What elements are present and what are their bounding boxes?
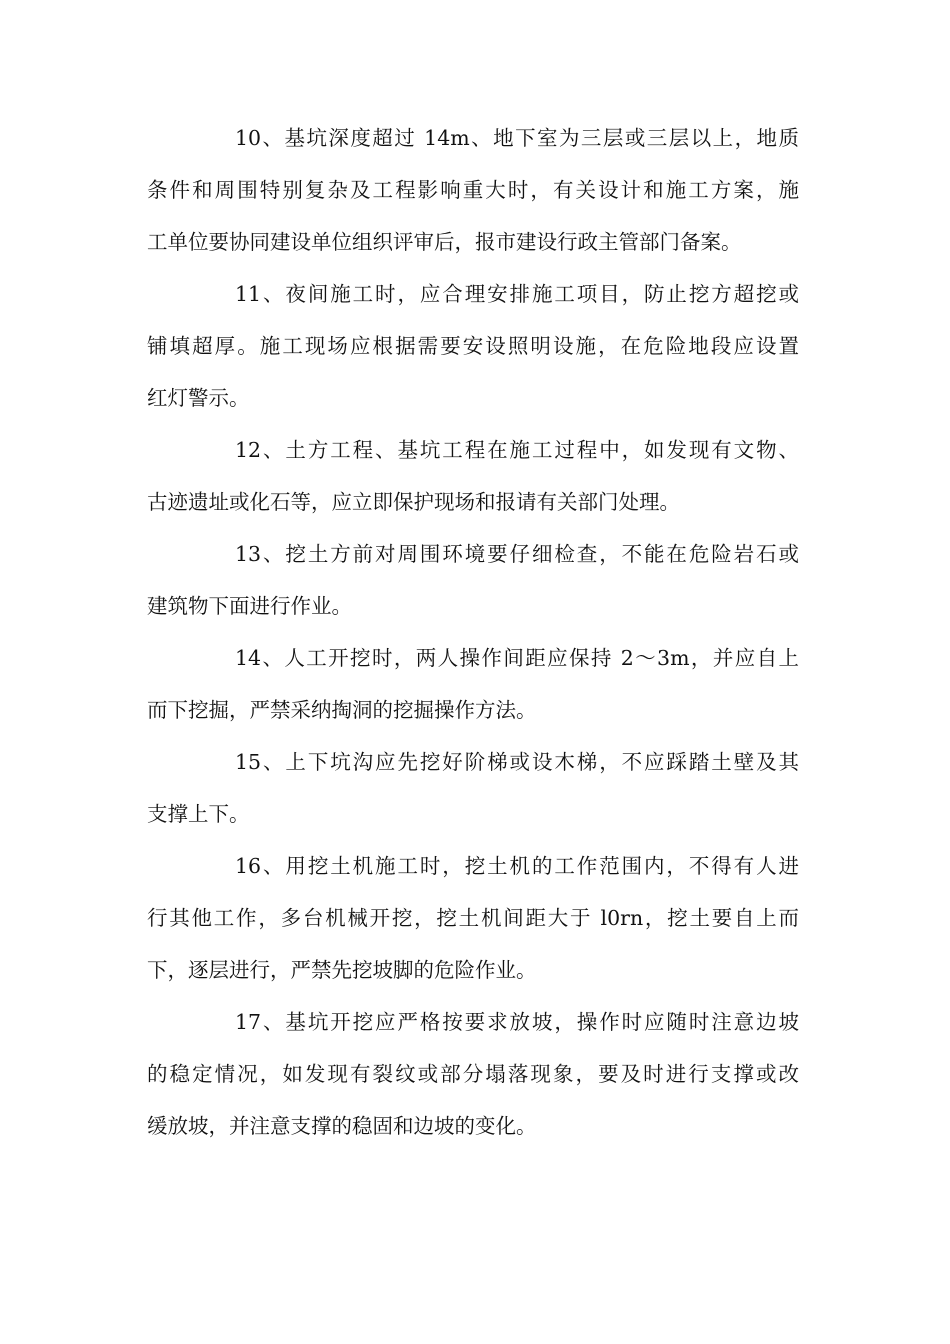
paragraph-line: 12、土方工程、基坑工程在施工过程中，如发现有文物、	[235, 438, 799, 462]
paragraph-15	[147, 736, 799, 840]
paragraph-16	[147, 840, 799, 996]
paragraph-12	[147, 424, 799, 528]
paragraph-line: 17、基坑开挖应严格按要求放坡，操作时应随时注意边坡	[235, 1010, 799, 1034]
paragraph-line: 13、挖土方前对周围环境要仔细检查，不能在危险岩石或	[235, 542, 799, 566]
paragraph-line: 15、上下坑沟应先挖好阶梯或设木梯，不应踩踏土壁及其	[235, 750, 799, 774]
paragraph-14	[147, 632, 799, 736]
paragraph-17	[147, 996, 799, 1152]
paragraph-13	[147, 528, 799, 632]
paragraph-line: 条件和周围特别复杂及工程影响重大时，有关设计和施工方案，施	[147, 178, 799, 202]
paragraph-line: 下，逐层进行，严禁先挖坡脚的危险作业。	[147, 958, 537, 982]
paragraph-line: 古迹遗址或化石等，应立即保护现场和报请有关部门处理。	[147, 490, 680, 514]
paragraph-line: 10、基坑深度超过 14m、地下室为三层或三层以上，地质	[235, 126, 799, 150]
paragraph-line: 建筑物下面进行作业。	[147, 594, 352, 618]
paragraph-line: 11、夜间施工时，应合理安排施工项目，防止挖方超挖或	[235, 282, 799, 306]
paragraph-11	[147, 268, 799, 424]
paragraph-line: 的稳定情况，如发现有裂纹或部分塌落现象，要及时进行支撑或改	[147, 1062, 799, 1086]
paragraph-line: 缓放坡，并注意支撑的稳固和边坡的变化。	[147, 1114, 537, 1138]
paragraph-line: 而下挖掘，严禁采纳掏洞的挖掘操作方法。	[147, 698, 537, 722]
paragraph-line: 14、人工开挖时，两人操作间距应保持 2～3m，并应自上	[235, 646, 799, 670]
paragraph-line: 16、用挖土机施工时，挖土机的工作范围内，不得有人进	[235, 854, 799, 878]
paragraph-line: 铺填超厚。施工现场应根据需要安设照明设施，在危险地段应设置	[147, 334, 799, 358]
paragraph-line: 行其他工作，多台机械开挖，挖土机间距大于 l0rn，挖土要自上而	[147, 906, 799, 930]
paragraph-line: 红灯警示。	[147, 386, 250, 410]
paragraph-line: 工单位要协同建设单位组织评审后，报市建设行政主管部门备案。	[147, 230, 742, 254]
paragraph-line: 支撑上下。	[147, 802, 250, 826]
document-body	[147, 112, 799, 1152]
paragraph-10	[147, 112, 799, 268]
